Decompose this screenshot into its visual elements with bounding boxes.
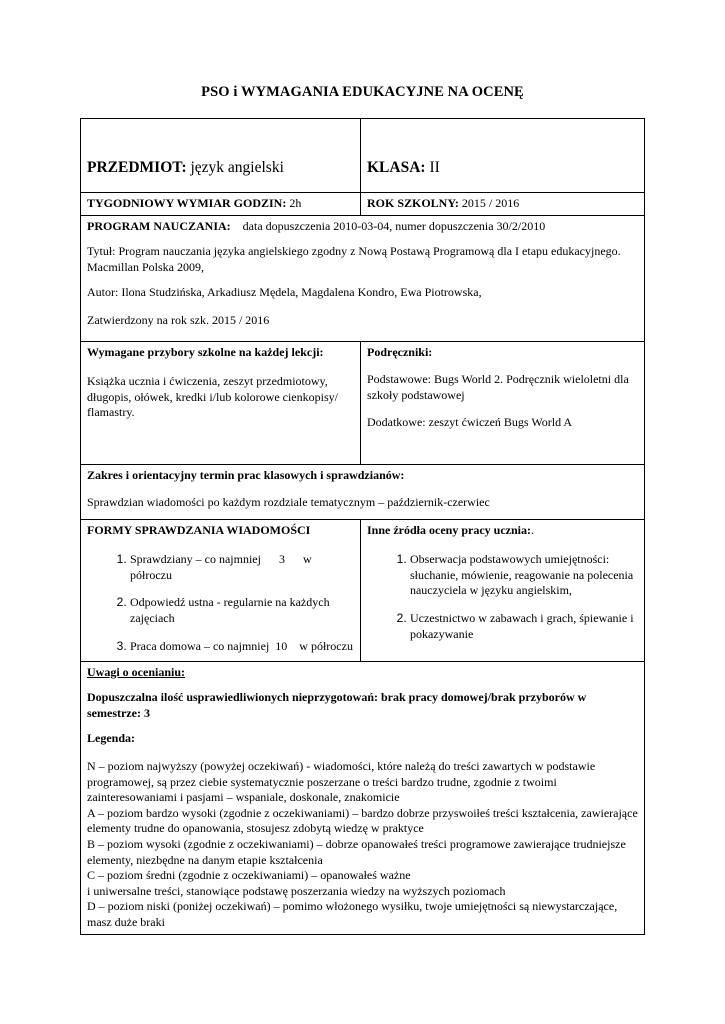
hours-value: 2h [289, 196, 302, 210]
program-authors: Autor: Ilona Studzińska, Arkadiusz Mędela, Magdalena Kondro, Ewa Piotrowska, [87, 285, 482, 300]
list-item: 3. Praca domowa – co najmniej 10 w półroczu [130, 639, 354, 655]
other-sources-cell: Inne źródła oceny pracy ucznia:. 1. Obserwacja podstawowych umiejętności: słuchanie, mówienie, reagowanie na polecenia nauczyciela w języku angielskim, 2. Uczestnictwo w zabawach i grach, śpiewanie i pokazywanie [360, 519, 644, 661]
class-value: II [429, 158, 440, 176]
textbooks-label: Podręczniki: [366, 344, 433, 359]
program-title: Tytuł: Program nauczania języka angielskiego zgodny z Nową Postawą Programową dla I etapu edukacyjnego. Macmillan Polska 2009, [87, 244, 621, 274]
legend-item: i uniwersalne treści, stanowiące podstawę poszerzania wiedzy na wyższych poziomach [87, 883, 506, 898]
supplies-text: Książka ucznia i ćwiczenia, zeszyt przedmiotowy, długopis, ołówek, kredki i/lub kolorowe cienkopisy/ flamastry. [87, 374, 338, 420]
notes-row [81, 661, 645, 935]
requirements-table [80, 118, 645, 935]
tests-label: Zakres i orientacyjny termin prac klasowych i sprawdzianów: [87, 467, 405, 482]
notes-label: Uwagi o ocenianiu: [87, 664, 186, 679]
legend-item: C – poziom średni (zgodnie z oczekiwaniami) – opanowałeś ważne [87, 868, 411, 883]
program-cell [81, 215, 645, 341]
document-title: PSO i WYMAGANIA EDUKACYJNE NA OCENĘ [201, 84, 524, 100]
supplies-cell [81, 341, 361, 464]
assessment-forms-list [87, 552, 354, 654]
other-sources-label: Inne źródła oceny pracy ucznia: [366, 522, 531, 537]
tests-cell [81, 464, 645, 519]
legend [87, 759, 638, 931]
notes-cell [81, 661, 645, 935]
hours-cell [81, 193, 361, 216]
school-year-value: 2015 / 2016 [461, 196, 520, 210]
textbooks-cell [360, 341, 644, 464]
school-year-label: ROK SZKOLNY: [366, 196, 459, 210]
allowed-unpreparedness: Dopuszczalna ilość usprawiedliwionych nieprzygotowań: brak pracy domowej/brak przyborów w semestrze: 3 [87, 690, 587, 720]
list-item: 2. Odpowiedź ustna - regularnie na każdych zajęciach [130, 595, 354, 626]
program-row [81, 215, 645, 341]
legend-item: A – poziom bardzo wysoki (zgodnie z oczekiwaniami) – bardzo dobrze przyswoiłeś treści kształcenia, zawierające elementy trudne do opanowania, stosujesz zdobytą wiedzę w praktyce [87, 805, 638, 836]
tests-text: Sprawdzian wiadomości po każdym rozdziale tematycznym – październik-czerwiec [87, 495, 490, 510]
other-sources-list [367, 552, 638, 642]
legend-label: Legenda: [87, 731, 135, 746]
program-info: data dopuszczenia 2010-03-04, numer dopuszczenia 30/2/2010 [242, 218, 546, 233]
list-item: 2. Uczestnictwo w zabawach i grach, śpiewanie i pokazywanie [410, 611, 638, 642]
assessment-forms-cell [81, 519, 361, 661]
supplies-label: Wymagane przybory szkolne na każdej lekcji: [87, 344, 324, 359]
supplies-row [81, 341, 645, 464]
subject-value: język angielski [190, 158, 284, 176]
school-year-cell [360, 193, 644, 216]
assessment-row [81, 519, 645, 661]
subject-label: PRZEDMIOT: [87, 158, 187, 176]
class-label: KLASA: [366, 158, 426, 176]
legend-item: B – poziom wysoki (zgodnie z oczekiwaniami) – dobrze opanowałeś treści programowe zawierające trudniejsze elementy, niezbędne na danym etapie kształcenia [87, 836, 626, 867]
subject-row [81, 119, 645, 193]
subject-cell [81, 119, 361, 193]
program-approved: Zatwierdzony na rok szk. 2015 / 2016 [87, 312, 270, 327]
hours-label: TYGODNIOWY WYMIAR GODZIN: [87, 196, 287, 210]
legend-item: D – poziom niski (poniżej oczekiwań) – pomimo włożonego wysiłku, twoje umiejętności są niewystarczające, masz duże braki [87, 899, 618, 929]
hours-row [81, 193, 645, 216]
program-label: PROGRAM NAUCZANIA: [87, 218, 231, 233]
class-cell [360, 119, 644, 193]
textbooks-primary: Podstawowe: Bugs World 2. Podręcznik wieloletni dla szkoły podstawowej [366, 372, 629, 402]
list-item: 1. Sprawdziany – co najmniej 3 w półroczu [130, 552, 354, 583]
legend-item: N – poziom najwyższy (powyżej oczekiwań) - wiadomości, które należą do treści zawartych w podstawie programowej, są przez ciebie systematycznie poszerzane o treści bardzo trudne, zgodnie z twoimi zainteresowaniami i pasjami – wspaniale, doskonale, znakomicie [87, 758, 596, 805]
tests-row [81, 464, 645, 519]
assessment-forms-label: FORMY SPRAWDZANIA WIADOMOŚCI [87, 522, 311, 537]
textbooks-additional: Dodatkowe: zeszyt ćwiczeń Bugs World A [366, 415, 573, 430]
list-item: 1. Obserwacja podstawowych umiejętności: słuchanie, mówienie, reagowanie na polecenia nauczyciela w języku angielskim, [410, 552, 638, 599]
